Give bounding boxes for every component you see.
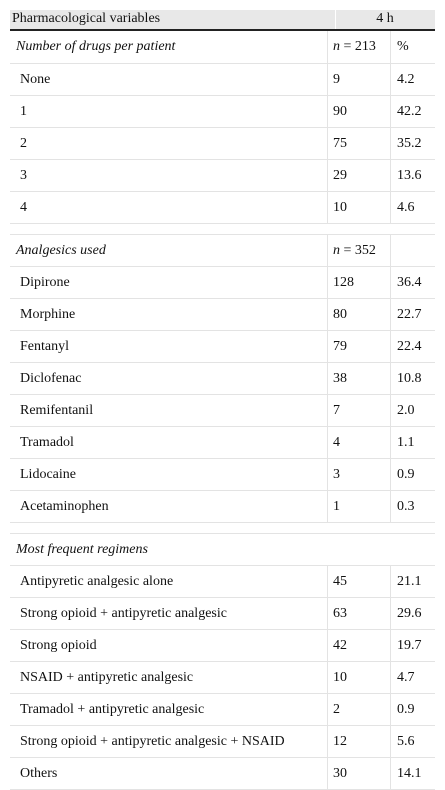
row-label: Tramadol [20, 434, 74, 450]
header-time: 4 h [376, 11, 394, 26]
table-row [10, 363, 435, 395]
section-title: Analgesics used [16, 242, 106, 258]
n-label: n = 213 [333, 39, 376, 54]
section-title: Most frequent regimens [16, 541, 148, 557]
table-row [10, 758, 435, 790]
row-n: 10 [333, 669, 347, 685]
row-label: 4 [20, 199, 27, 215]
row-pct: 29.6 [397, 605, 422, 621]
row-pct: 42.2 [397, 103, 422, 119]
row-pct: 22.7 [397, 306, 422, 322]
row-n: 29 [333, 167, 347, 183]
row-n: 12 [333, 733, 347, 749]
section-title: Number of drugs per patient [16, 39, 176, 54]
section-header-drugs-per-patient [10, 31, 435, 64]
table-row [10, 192, 435, 224]
row-pct: 0.3 [397, 498, 415, 514]
row-pct: 2.0 [397, 402, 415, 418]
pharmacology-table [10, 31, 435, 790]
table-row [10, 598, 435, 630]
table-header [10, 10, 435, 31]
row-pct: 36.4 [397, 274, 422, 290]
table-row [10, 566, 435, 598]
table-row [10, 491, 435, 523]
row-n: 63 [333, 605, 347, 621]
row-n: 80 [333, 306, 347, 322]
row-pct: 19.7 [397, 637, 422, 653]
row-n: 7 [333, 402, 340, 418]
row-label: Lidocaine [20, 466, 76, 482]
row-pct: 5.6 [397, 733, 415, 749]
row-n: 10 [333, 199, 347, 215]
row-n: 2 [333, 701, 340, 717]
row-n: 79 [333, 338, 347, 354]
row-label: NSAID + antipyretic analgesic [20, 669, 194, 685]
row-label: 3 [20, 167, 27, 183]
table-row [10, 96, 435, 128]
row-n: 3 [333, 466, 340, 482]
table-row [10, 726, 435, 758]
row-label: Strong opioid + antipyretic analgesic [20, 605, 227, 621]
row-label: Strong opioid [20, 637, 97, 653]
row-label: Remifentanil [20, 402, 94, 418]
row-label: Tramadol + antipyretic analgesic [20, 701, 205, 717]
row-pct: 22.4 [397, 338, 422, 354]
table-row [10, 267, 435, 299]
table-row [10, 160, 435, 192]
table-row [10, 395, 435, 427]
row-label: Fentanyl [20, 338, 69, 354]
row-label: Strong opioid + antipyretic analgesic + NSAID [20, 733, 285, 749]
table-row [10, 427, 435, 459]
row-n: 90 [333, 103, 347, 119]
row-label: 2 [20, 135, 27, 151]
table-row [10, 299, 435, 331]
table-row [10, 64, 435, 96]
row-pct: 13.6 [397, 167, 422, 183]
section-spacer [10, 224, 435, 235]
row-pct: 4.7 [397, 669, 415, 685]
n-label: n = 352 [333, 242, 376, 258]
pct-label: % [397, 39, 409, 54]
header-variables: Pharmacological variables [12, 11, 161, 26]
row-pct: 4.6 [397, 199, 415, 215]
row-n: 45 [333, 573, 347, 589]
table-row [10, 331, 435, 363]
row-n: 4 [333, 434, 340, 450]
row-n: 75 [333, 135, 347, 151]
row-label: Acetaminophen [20, 498, 109, 514]
table-row [10, 694, 435, 726]
table-row [10, 459, 435, 491]
row-label: Dipirone [20, 274, 70, 290]
row-pct: 0.9 [397, 701, 415, 717]
section-spacer [10, 523, 435, 534]
section-header-analgesics [10, 235, 435, 267]
section-header-regimens [10, 534, 435, 566]
row-label: Antipyretic analgesic alone [20, 573, 174, 589]
row-pct: 35.2 [397, 135, 422, 151]
row-n: 128 [333, 274, 354, 290]
row-pct: 1.1 [397, 434, 415, 450]
table-row [10, 630, 435, 662]
row-n: 42 [333, 637, 347, 653]
row-label: Diclofenac [20, 370, 82, 386]
row-label: Morphine [20, 306, 76, 322]
row-n: 9 [333, 71, 340, 87]
row-pct: 14.1 [397, 765, 422, 781]
row-label: None [20, 71, 51, 87]
row-pct: 21.1 [397, 573, 422, 589]
row-n: 38 [333, 370, 347, 386]
row-pct: 0.9 [397, 466, 415, 482]
table-row [10, 662, 435, 694]
row-n: 30 [333, 765, 347, 781]
row-label: 1 [20, 103, 27, 119]
row-pct: 4.2 [397, 71, 415, 87]
row-label: Others [20, 765, 58, 781]
table-row [10, 128, 435, 160]
row-pct: 10.8 [397, 370, 422, 386]
row-n: 1 [333, 498, 340, 514]
